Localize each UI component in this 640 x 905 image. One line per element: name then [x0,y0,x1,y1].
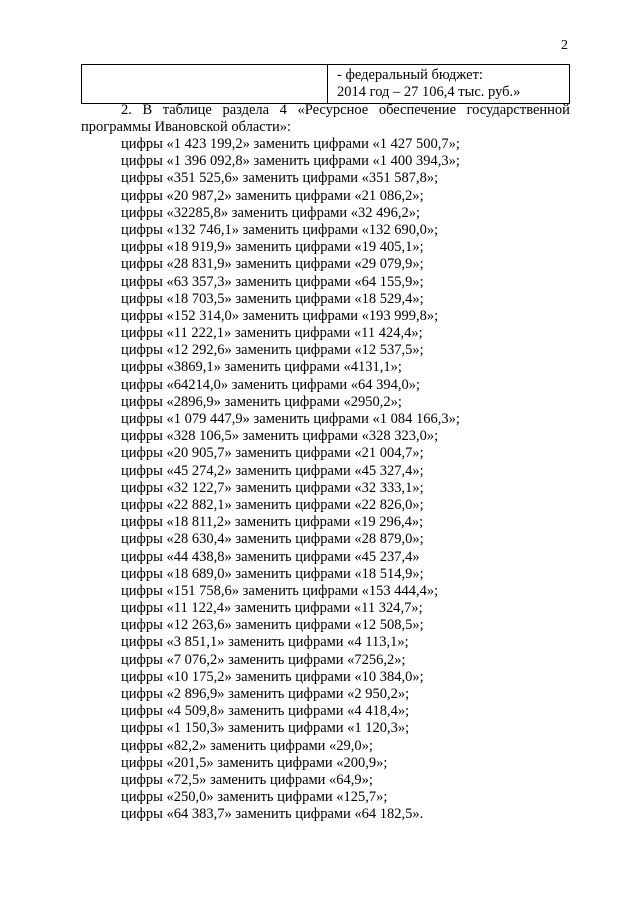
list-item: цифры «20 905,7» заменить цифрами «21 004,7»; [121,445,424,462]
intro-line-2: программы Ивановской области»: [81,119,292,135]
list-item: цифры «28 630,4» заменить цифрами «28 879,0»; [121,531,424,548]
list-item: цифры «18 703,5» заменить цифрами «18 529,4»; [121,290,424,307]
table-cell-left [82,65,328,104]
continuation-table [81,64,570,104]
list-item: цифры «250,0» заменить цифрами «125,7»; [121,789,388,806]
cell-line: - федеральный бюджет: [337,67,483,83]
cell-line: 2014 год – 27 106,4 тыс. руб.» [337,84,521,100]
intro-word: государственной [466,102,570,118]
list-item: цифры «2 896,9» заменить цифрами «2 950,2»; [121,686,410,702]
list-item: цифры «3 851,1» заменить цифрами «4 113,1»; [121,634,409,651]
list-item: цифры «64214,0» заменить цифрами «64 394,0»; [121,376,421,393]
list-item: цифры «72,5» заменить цифрами «64,9»; [121,771,373,788]
intro-line-1 [81,102,570,119]
list-item: цифры «201,5» заменить цифрами «200,9»; [121,754,388,771]
intro-word: раздела [222,102,270,118]
list-item: цифры «1 423 199,2» заменить цифрами «1 427 500,7»; [121,136,460,152]
list-item: цифры «22 882,1» заменить цифрами «22 826,0»; [121,496,424,513]
list-item: цифры «10 175,2» заменить цифрами «10 384,0»; [121,668,424,685]
list-item: цифры «44 438,8» заменить цифрами «45 237,4» [121,548,420,565]
list-item: цифры «7 076,2» заменить цифрами «7256,2»; [121,651,406,668]
list-item: цифры «45 274,2» заменить цифрами «45 327,4»; [121,462,424,479]
intro-word: «Ресурсное [297,102,369,118]
list-item: цифры «64 383,7» заменить цифрами «64 182,5». [121,806,424,823]
list-item: цифры «20 987,2» заменить цифрами «21 086,2»; [121,187,424,204]
list-item: цифры «1 079 447,9» заменить цифрами «1 084 166,3»; [121,411,460,427]
page-number: 2 [561,38,568,53]
list-item: цифры «12 263,6» заменить цифрами «12 508,5»; [121,617,424,634]
list-item: цифры «3869,1» заменить цифрами «4131,1»; [121,359,402,376]
list-item: цифры «1 396 092,8» заменить цифрами «1 400 394,3»; [121,153,460,170]
list-item: цифры «82,2» заменить цифрами «29,0»; [121,737,373,754]
list-item: цифры «28 831,9» заменить цифрами «29 079,9»; [121,256,424,273]
intro-word: В [142,102,153,118]
intro-word: обеспечение [378,102,456,118]
list-item: цифры «32 122,7» заменить цифрами «32 333,1»; [121,479,424,496]
list-item: цифры «18 919,9» заменить цифрами «19 405,1»; [121,239,424,256]
list-item: цифры «32285,8» заменить цифрами «32 496,2»; [121,204,421,221]
list-item: цифры «63 357,3» заменить цифрами «64 155,9»; [121,273,424,290]
list-item: цифры «132 746,1» заменить цифрами «132 690,0»; [121,221,439,238]
replacement-list [121,136,570,824]
list-item: цифры «351 525,6» заменить цифрами «351 587,8»; [121,170,439,187]
list-item: цифры «18 811,2» заменить цифрами «19 296,4»; [121,514,424,531]
intro-paragraph [81,102,570,136]
list-item: цифры «151 758,6» заменить цифрами «153 444,4»; [121,582,439,599]
intro-word: 2. [121,102,132,118]
list-item: цифры «11 222,1» заменить цифрами «11 424,4»; [121,325,423,342]
list-item: цифры «11 122,4» заменить цифрами «11 324,7»; [121,600,423,617]
list-item: цифры «152 314,0» заменить цифрами «193 999,8»; [121,307,439,324]
list-item: цифры «4 509,8» заменить цифрами «4 418,4»; [121,703,410,720]
list-item: цифры «328 106,5» заменить цифрами «328 323,0»; [121,428,439,445]
table-cell-right [328,65,570,104]
list-item: цифры «18 689,0» заменить цифрами «18 514,9»; [121,565,424,582]
list-item: цифры «2896,9» заменить цифрами «2950,2»; [121,393,402,410]
table-row [82,65,570,104]
list-item: цифры «1 150,3» заменить цифрами «1 120,3»; [121,720,410,737]
intro-word: 4 [279,102,287,118]
list-item: цифры «12 292,6» заменить цифрами «12 537,5»; [121,342,424,359]
intro-word: таблице [162,102,212,118]
